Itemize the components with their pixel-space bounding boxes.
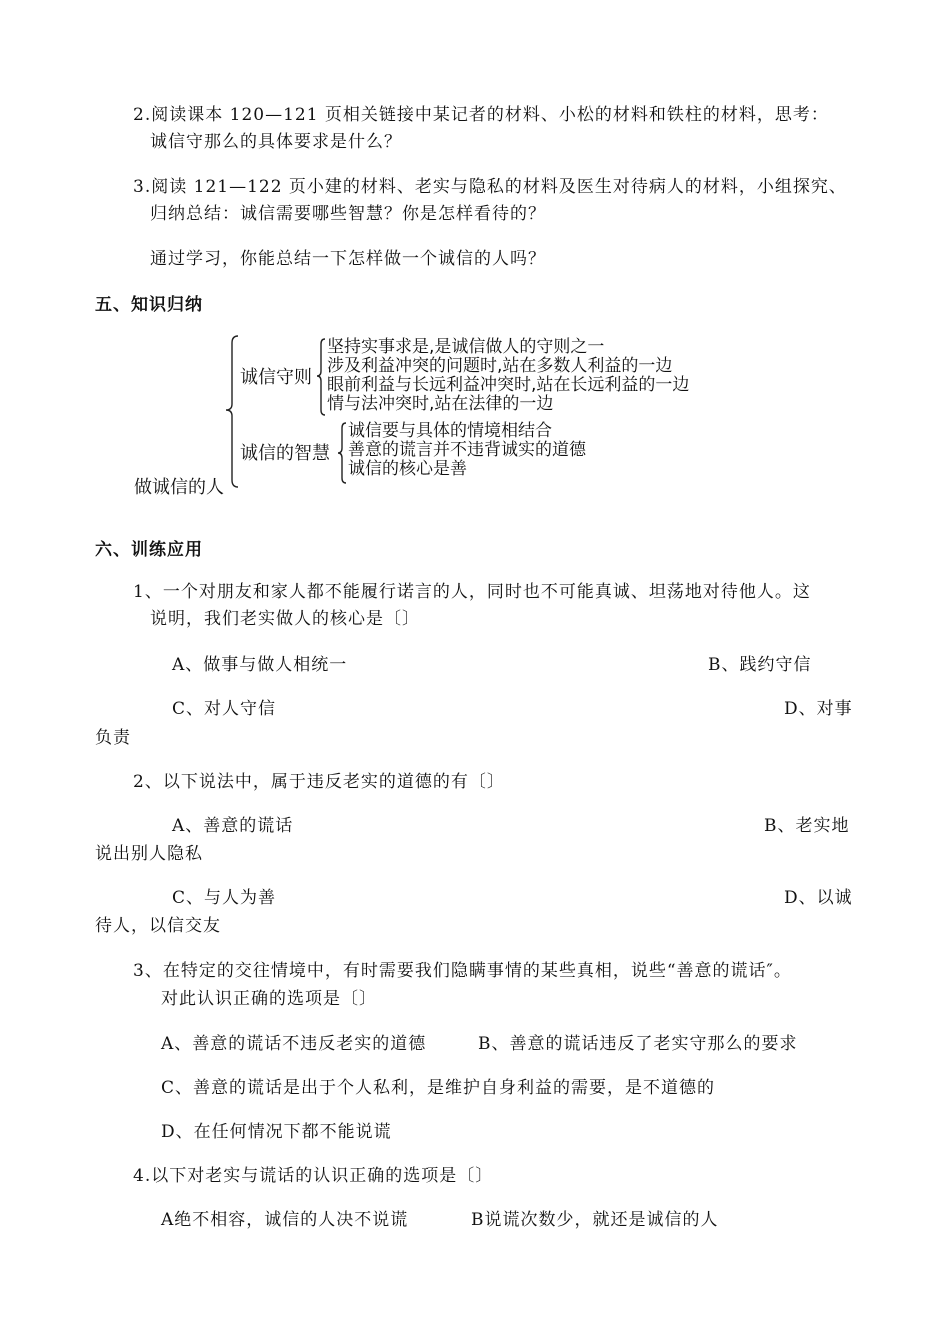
branch-1-item: 情与法冲突时,站在法律的一边 — [327, 394, 554, 414]
exercise-2-option-b: B、老实地 — [764, 816, 850, 836]
section-6-heading: 六、训练应用 — [95, 540, 203, 560]
question-3-line-1: 3.阅读 121—122 页小建的材料、老实与隐私的材料及医生对待病人的材料，小组探究、 — [133, 177, 847, 197]
mindmap-root: 做诚信的人 — [134, 477, 224, 498]
branch-2-item: 诚信要与具体的情境相结合 — [348, 421, 552, 441]
exercise-4-option-a: A绝不相容，诚信的人决不说谎 — [161, 1210, 409, 1230]
exercise-1-option-b: B、践约守信 — [708, 655, 812, 675]
branch-2-item: 善意的谎言并不违背诚实的道德 — [348, 440, 586, 460]
branch-1-item: 眼前利益与长远利益冲突时,站在长远利益的一边 — [327, 375, 690, 395]
question-2-line-2: 诚信守那么的具体要求是什么？ — [150, 132, 402, 152]
exercise-1-option-d-wrap: 负责 — [95, 728, 131, 748]
branch-1-item: 涉及利益冲突的问题时,站在多数人利益的一边 — [327, 356, 673, 376]
exercise-4-option-b: B说谎次数少，就还是诚信的人 — [471, 1210, 719, 1230]
exercise-1-option-c: C、对人守信 — [172, 699, 277, 719]
question-2-line-1: 2.阅读课本 120—121 页相关链接中某记者的材料、小松的材料和铁柱的材料，思考： — [133, 105, 829, 125]
exercise-3-stem-line-1: 3、在特定的交往情境中，有时需要我们隐瞒事情的某些真相，说些“善意的谎话″。 — [133, 961, 792, 981]
mindmap-branch-2-label: 诚信的智慧 — [240, 443, 330, 464]
exercise-3-option-a: A、善意的谎话不违反老实的道德 — [161, 1034, 427, 1054]
exercise-1-stem-line-1: 1、一个对朋友和家人都不能履行诺言的人，同时也不可能真诚、坦荡地对待他人。这 — [133, 582, 811, 602]
branch-1-item: 坚持实事求是,是诚信做人的守则之一 — [327, 337, 605, 357]
summary-question: 通过学习，你能总结一下怎样做一个诚信的人吗？ — [150, 249, 546, 269]
exercise-2-option-b-wrap: 说出别人隐私 — [95, 844, 203, 864]
exercise-4-stem: 4.以下对老实与谎话的认识正确的选项是〔〕 — [133, 1166, 494, 1186]
exercise-2-option-d: D、以诚 — [784, 888, 853, 908]
exercise-3-option-c: C、善意的谎话是出于个人私利，是维护自身利益的需要，是不道德的 — [161, 1078, 716, 1098]
exercise-1-option-d: D、对事 — [784, 699, 853, 719]
exercise-3-option-b: B、善意的谎话违反了老实守那么的要求 — [478, 1034, 798, 1054]
exercise-1-option-a: A、做事与做人相统一 — [172, 655, 348, 675]
exercise-2-stem: 2、以下说法中，属于违反老实的道德的有〔〕 — [133, 772, 505, 792]
branch-2-brace — [338, 423, 346, 483]
mindmap-branch-1-label: 诚信守则 — [240, 367, 312, 388]
question-3-line-2: 归纳总结：诚信需要哪些智慧？你是怎样看待的？ — [150, 204, 546, 224]
exercise-1-stem-line-2: 说明，我们老实做人的核心是〔〕 — [150, 609, 420, 629]
root-brace — [226, 336, 238, 487]
exercise-3-option-d: D、在任何情况下都不能说谎 — [161, 1122, 392, 1142]
exercise-2-option-c: C、与人为善 — [172, 888, 277, 908]
branch-2-item: 诚信的核心是善 — [348, 459, 467, 479]
section-5-heading: 五、知识归纳 — [95, 295, 203, 315]
exercise-2-option-d-wrap: 待人，以信交友 — [95, 916, 221, 936]
exercise-3-stem-line-2: 对此认识正确的选项是〔〕 — [161, 989, 377, 1009]
branch-1-brace — [317, 339, 325, 415]
exercise-2-option-a: A、善意的谎话 — [172, 816, 294, 836]
